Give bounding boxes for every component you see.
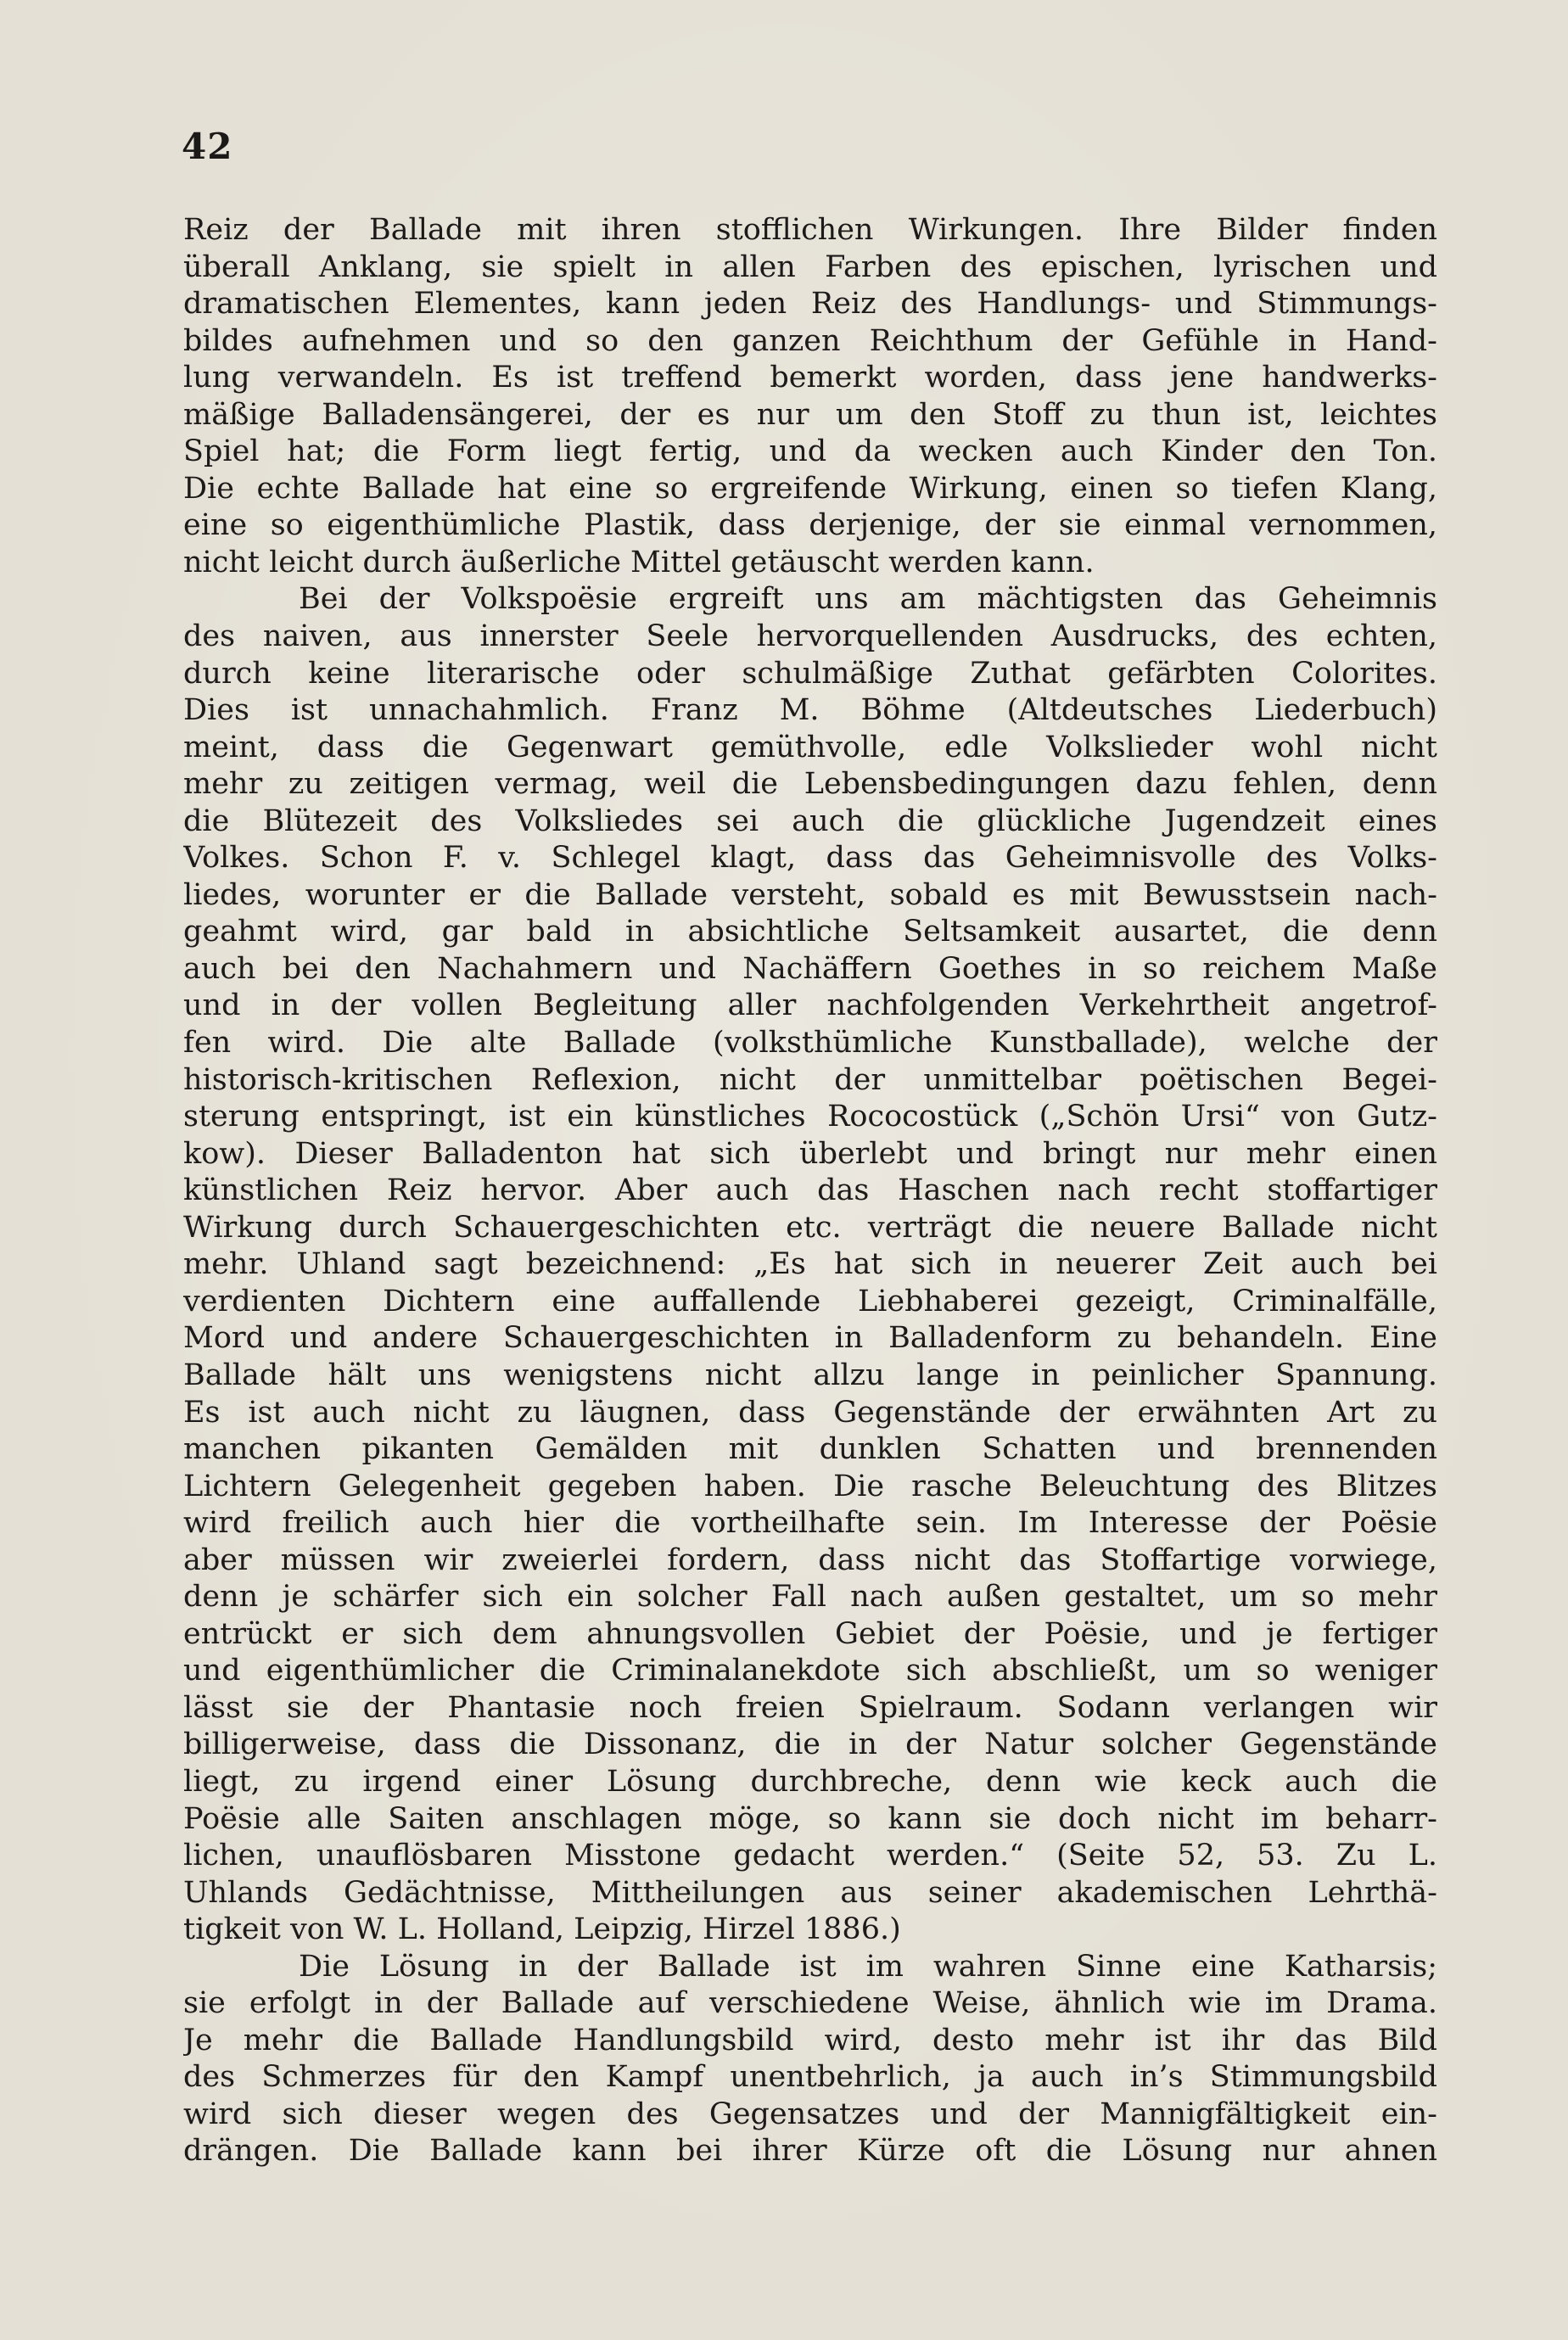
text-line: meint, dass die Gegenwart gemüthvolle, edle Volkslieder wohl nicht [183,730,1437,764]
text-line: historisch-kritischen Reflexion, nicht der unmittelbar poëtischen Begei- [183,1062,1437,1097]
text-line: drängen. Die Ballade kann bei ihrer Kürze oft die Lösung nur ahnen [183,2134,1437,2169]
text-line: Poësie alle Saiten anschlagen möge, so kann sie doch nicht im beharr- [183,1801,1437,1836]
page-number: 42 [182,126,233,167]
text-line: lung verwandeln. Es ist treffend bemerkt worden, dass jene handwerks- [183,361,1437,395]
text-line: kow). Dieser Balladenton hat sich überlebt und bringt nur mehr einen [183,1136,1437,1171]
text-line: und in der vollen Begleitung aller nachfolgenden Verkehrtheit angetrof- [183,988,1437,1023]
text-line: Dies ist unnachahmlich. Franz M. Böhme (Altdeutsches Liederbuch) [183,693,1437,728]
text-line: lichen, unauflösbaren Misstone gedacht werden.“ (Seite 52, 53. Zu L. [183,1839,1437,1873]
text-line: geahmt wird, gar bald in absichtliche Seltsamkeit ausartet, die denn [183,915,1437,949]
text-line: des naiven, aus innerster Seele hervorquellenden Ausdrucks, des echten, [183,619,1437,654]
text-line: aber müssen wir zweierlei fordern, dass nicht das Stoffartige vorwiege, [183,1542,1437,1577]
text-line: verdienten Dichtern eine auffallende Liebhaberei gezeigt, Criminalfälle, [183,1284,1437,1318]
text-line: Es ist auch nicht zu läugnen, dass Gegenstände der erwähnten Art zu [183,1395,1437,1430]
body-text [183,212,1437,2170]
text-line: manchen pikanten Gemälden mit dunklen Schatten und brennenden [183,1432,1437,1467]
text-line: Die Lösung in der Ballade ist im wahren Sinne eine Katharsis; [299,1949,1437,1984]
text-line: des Schmerzes für den Kampf unentbehrlich, ja auch in’s Stimmungsbild [183,2060,1437,2095]
text-line: lässt sie der Phantasie noch freien Spielraum. Sodann verlangen wir [183,1690,1437,1725]
text-line: Je mehr die Ballade Handlungsbild wird, desto mehr ist ihr das Bild [183,2023,1437,2057]
text-line: mehr. Uhland sagt bezeichnend: „Es hat sich in neuerer Zeit auch bei [183,1247,1437,1282]
text-line: wird freilich auch hier die vortheilhafte sein. Im Interesse der Poësie [183,1506,1437,1541]
text-line: liedes, worunter er die Ballade versteht, sobald es mit Bewusstsein nach- [183,877,1437,912]
text-line: Mord und andere Schauergeschichten in Balladenform zu behandeln. Eine [183,1321,1437,1356]
text-line: sie erfolgt in der Ballade auf verschiedene Weise, ähnlich wie im Drama. [183,1986,1437,2021]
text-line: liegt, zu irgend einer Lösung durchbreche, denn wie keck auch die [183,1764,1437,1799]
text-line: dramatischen Elementes, kann jeden Reiz des Handlungs- und Stimmungs- [183,287,1437,322]
text-line: tigkeit von W. L. Holland, Leipzig, Hirzel 1886.) [183,1912,901,1947]
text-line: bildes aufnehmen und so den ganzen Reichthum der Gefühle in Hand- [183,323,1437,358]
text-line: entrückt er sich dem ahnungsvollen Gebiet der Poësie, und je fertiger [183,1616,1437,1651]
text-line: auch bei den Nachahmern und Nachäffern Goethes in so reichem Maße [183,951,1437,986]
text-line: Bei der Volkspoësie ergreift uns am mächtigsten das Geheimnis [299,582,1437,617]
text-line: denn je schärfer sich ein solcher Fall nach außen gestaltet, um so mehr [183,1580,1437,1615]
text-line: die Blütezeit des Volksliedes sei auch die glückliche Jugendzeit eines [183,803,1437,838]
text-line: mäßige Balladensängerei, der es nur um den Stoff zu thun ist, leichtes [183,397,1437,432]
text-line: wird sich dieser wegen des Gegensatzes und der Mannigfältigkeit ein- [183,2096,1437,2131]
text-line: Wirkung durch Schauergeschichten etc. verträgt die neuere Ballade nicht [183,1210,1437,1245]
text-line: Uhlands Gedächtnisse, Mittheilungen aus seiner akademischen Lehrthä- [183,1875,1437,1910]
text-line: Ballade hält uns wenigstens nicht allzu lange in peinlicher Spannung. [183,1358,1437,1392]
text-line: mehr zu zeitigen vermag, weil die Lebensbedingungen dazu fehlen, denn [183,767,1437,802]
text-line: billigerweise, dass die Dissonanz, die in der Natur solcher Gegenstände [183,1727,1437,1762]
text-line: durch keine literarische oder schulmäßige Zuthat gefärbten Colorites. [183,656,1437,691]
text-line: fen wird. Die alte Ballade (volksthümliche Kunstballade), welche der [183,1026,1437,1061]
text-line: Spiel hat; die Form liegt fertig, und da wecken auch Kinder den Ton. [183,434,1437,469]
text-line: Lichtern Gelegenheit gegeben haben. Die rasche Beleuchtung des Blitzes [183,1469,1437,1503]
text-line: eine so eigenthümliche Plastik, dass derjenige, der sie einmal vernommen, [183,508,1437,543]
text-line: Reiz der Ballade mit ihren stofflichen Wirkungen. Ihre Bilder finden [183,213,1437,247]
text-line: nicht leicht durch äußerliche Mittel getäuscht werden kann. [183,545,1095,579]
text-line: überall Anklang, sie spielt in allen Farben des epischen, lyrischen und [183,249,1437,284]
text-line: künstlichen Reiz hervor. Aber auch das Haschen nach recht stoffartiger [183,1173,1437,1208]
text-line: und eigenthümlicher die Criminalanekdote sich abschließt, um so weniger [183,1654,1437,1688]
text-line: sterung entspringt, ist ein künstliches Rococostück („Schön Ursi“ von Gutz- [183,1100,1437,1134]
text-line: Volkes. Schon F. v. Schlegel klagt, dass das Geheimnisvolle des Volks- [183,841,1437,876]
text-line: Die echte Ballade hat eine so ergreifende Wirkung, einen so tiefen Klang, [183,471,1437,506]
